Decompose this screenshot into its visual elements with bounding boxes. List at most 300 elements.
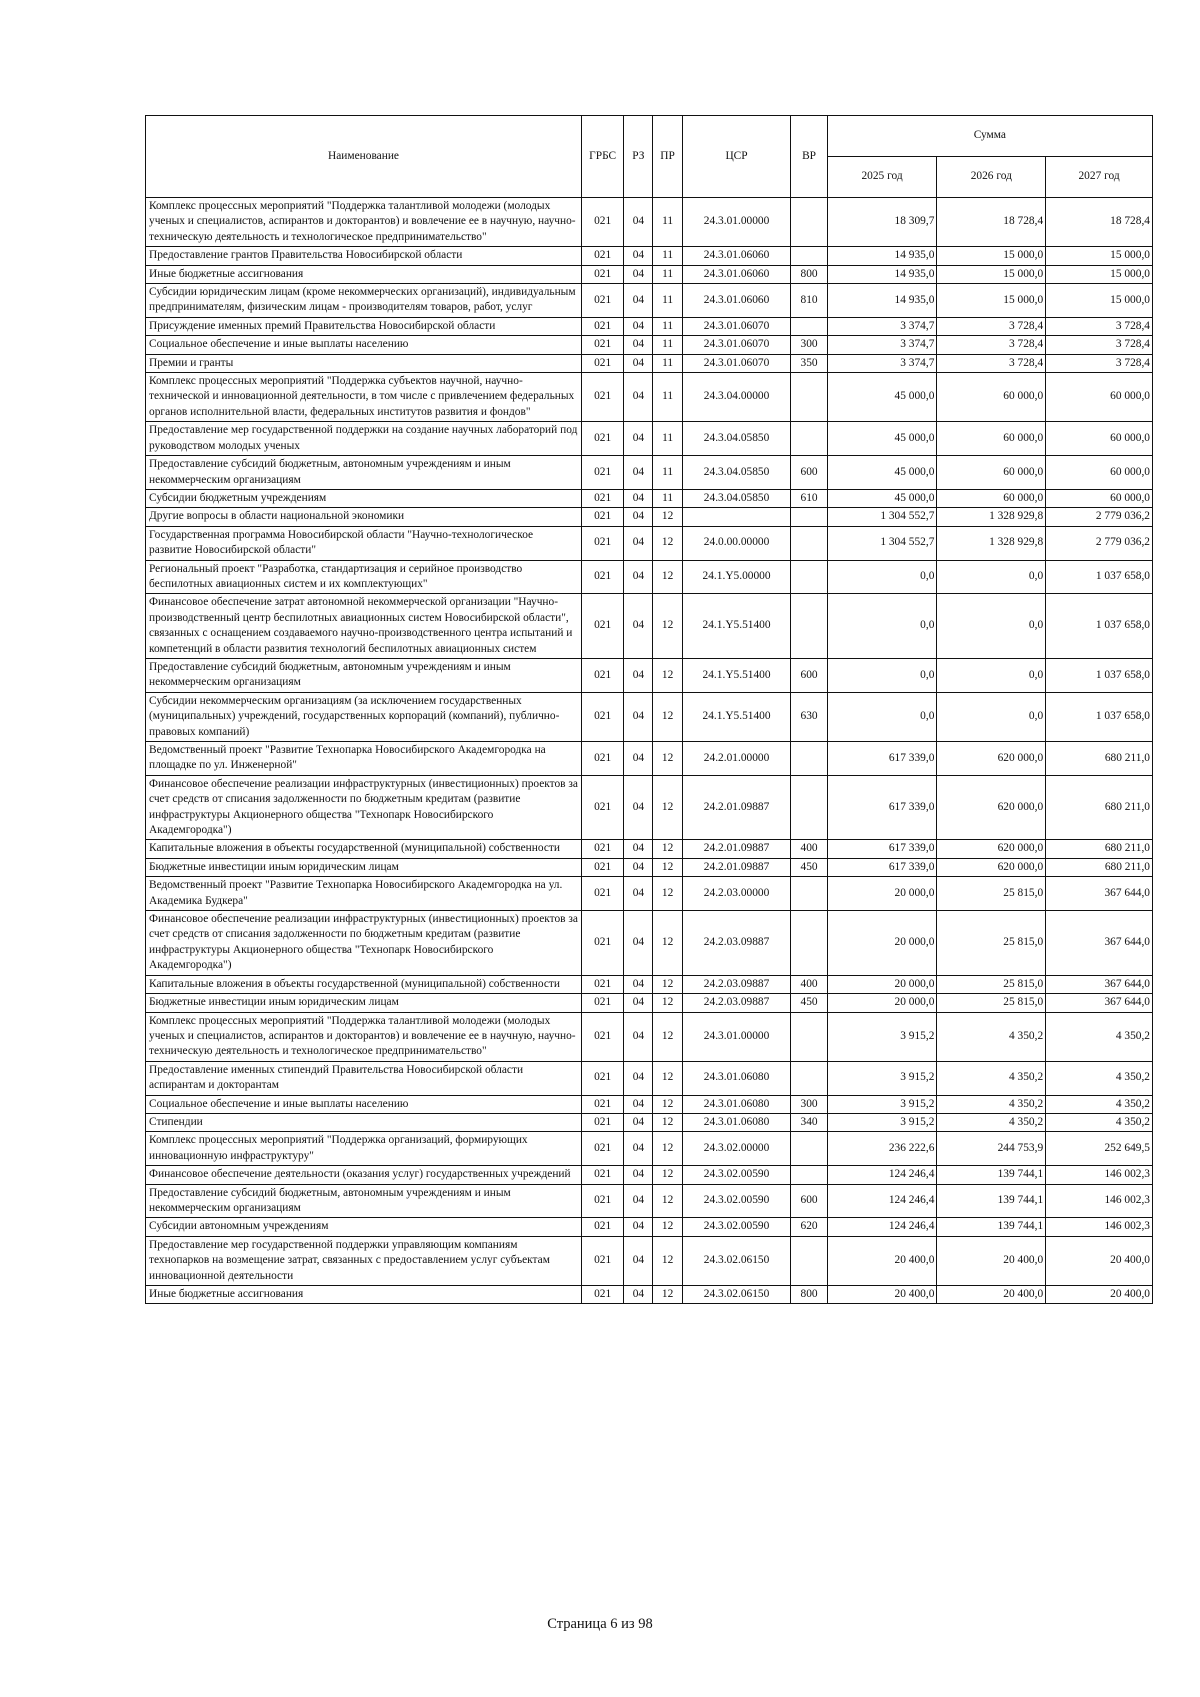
row-sum-2027: 252 649,5 xyxy=(1046,1132,1153,1166)
page-number: Страница 6 из 98 xyxy=(547,1616,653,1632)
row-sum-2025: 617 339,0 xyxy=(827,858,937,876)
row-pr: 12 xyxy=(653,692,682,741)
row-rz: 04 xyxy=(624,858,653,876)
row-pr: 11 xyxy=(653,456,682,490)
table-row xyxy=(146,373,1153,422)
row-name: Финансовое обеспечение реализации инфраструктурных (инвестиционных) проектов за счет средств от списания задолженности по бюджетным кредитам (развитие инфраструктуры Акционерного общества "Технопарк Новосибирского Академгородка") xyxy=(146,911,582,976)
row-pr: 12 xyxy=(653,560,682,594)
row-rz: 04 xyxy=(624,317,653,335)
row-grbs: 021 xyxy=(582,658,624,692)
row-grbs: 021 xyxy=(582,489,624,507)
row-vr xyxy=(791,594,827,659)
row-sum-2026: 60 000,0 xyxy=(937,422,1046,456)
row-sum-2027: 2 779 036,2 xyxy=(1046,508,1153,526)
row-sum-2026: 0,0 xyxy=(937,692,1046,741)
table-body xyxy=(146,198,1153,1304)
row-sum-2026: 0,0 xyxy=(937,658,1046,692)
row-name: Предоставление именных стипендий Правительства Новосибирской области аспирантам и докторантам xyxy=(146,1061,582,1095)
row-grbs: 021 xyxy=(582,1012,624,1061)
table-row xyxy=(146,858,1153,876)
row-grbs: 021 xyxy=(582,911,624,976)
table-row xyxy=(146,594,1153,659)
row-sum-2025: 3 915,2 xyxy=(827,1012,937,1061)
row-sum-2025: 0,0 xyxy=(827,692,937,741)
row-name: Социальное обеспечение и иные выплаты населению xyxy=(146,1095,582,1113)
row-sum-2025: 617 339,0 xyxy=(827,742,937,776)
row-sum-2025: 617 339,0 xyxy=(827,840,937,858)
row-csr: 24.3.01.06080 xyxy=(682,1095,791,1113)
row-sum-2026: 4 350,2 xyxy=(937,1113,1046,1131)
row-sum-2025: 124 246,4 xyxy=(827,1166,937,1184)
row-grbs: 021 xyxy=(582,742,624,776)
header-year-2027: 2027 год xyxy=(1046,157,1153,198)
row-grbs: 021 xyxy=(582,526,624,560)
row-rz: 04 xyxy=(624,975,653,993)
row-sum-2026: 4 350,2 xyxy=(937,1095,1046,1113)
row-grbs: 021 xyxy=(582,858,624,876)
row-sum-2027: 15 000,0 xyxy=(1046,247,1153,265)
row-rz: 04 xyxy=(624,1166,653,1184)
row-csr: 24.3.01.06070 xyxy=(682,317,791,335)
row-pr: 11 xyxy=(653,247,682,265)
row-sum-2025: 3 374,7 xyxy=(827,317,937,335)
row-pr: 11 xyxy=(653,198,682,247)
row-sum-2027: 1 037 658,0 xyxy=(1046,594,1153,659)
row-csr: 24.1.Y5.51400 xyxy=(682,594,791,659)
row-csr: 24.2.01.00000 xyxy=(682,742,791,776)
table-row xyxy=(146,840,1153,858)
row-grbs: 021 xyxy=(582,422,624,456)
row-rz: 04 xyxy=(624,373,653,422)
table-row xyxy=(146,775,1153,840)
table-row xyxy=(146,658,1153,692)
row-pr: 12 xyxy=(653,1132,682,1166)
row-rz: 04 xyxy=(624,658,653,692)
row-sum-2026: 60 000,0 xyxy=(937,489,1046,507)
table-header xyxy=(146,116,1153,198)
row-sum-2026: 3 728,4 xyxy=(937,336,1046,354)
row-csr: 24.3.01.06060 xyxy=(682,247,791,265)
row-pr: 12 xyxy=(653,877,682,911)
row-csr: 24.2.03.00000 xyxy=(682,877,791,911)
row-grbs: 021 xyxy=(582,692,624,741)
row-sum-2026: 244 753,9 xyxy=(937,1132,1046,1166)
table-row xyxy=(146,1184,1153,1218)
row-rz: 04 xyxy=(624,877,653,911)
row-sum-2025: 124 246,4 xyxy=(827,1218,937,1236)
row-rz: 04 xyxy=(624,1184,653,1218)
row-sum-2026: 60 000,0 xyxy=(937,456,1046,490)
row-sum-2027: 15 000,0 xyxy=(1046,284,1153,318)
row-csr: 24.1.Y5.51400 xyxy=(682,692,791,741)
row-name: Субсидии некоммерческим организациям (за исключением государственных (муниципальных) учреждений, государственных корпораций (компаний), публично-правовых компаний) xyxy=(146,692,582,741)
row-grbs: 021 xyxy=(582,1236,624,1285)
row-rz: 04 xyxy=(624,840,653,858)
table-row xyxy=(146,1236,1153,1285)
row-grbs: 021 xyxy=(582,975,624,993)
row-sum-2026: 620 000,0 xyxy=(937,858,1046,876)
row-csr: 24.2.01.09887 xyxy=(682,840,791,858)
row-csr: 24.3.01.06060 xyxy=(682,265,791,283)
row-sum-2026: 25 815,0 xyxy=(937,994,1046,1012)
row-name: Субсидии бюджетным учреждениям xyxy=(146,489,582,507)
row-name: Стипендии xyxy=(146,1113,582,1131)
row-pr: 12 xyxy=(653,508,682,526)
table-row xyxy=(146,1286,1153,1304)
row-grbs: 021 xyxy=(582,594,624,659)
row-vr xyxy=(791,911,827,976)
row-rz: 04 xyxy=(624,526,653,560)
row-sum-2026: 18 728,4 xyxy=(937,198,1046,247)
row-name: Комплекс процессных мероприятий "Поддержка талантливой молодежи (молодых ученых и специалистов, аспирантов и докторантов) и вовлечение ее в научную, научно-техническую деятельность и технологическое предпринимательство" xyxy=(146,1012,582,1061)
row-vr xyxy=(791,1132,827,1166)
header-sum: Сумма xyxy=(827,116,1152,157)
row-csr: 24.2.03.09887 xyxy=(682,975,791,993)
row-grbs: 021 xyxy=(582,994,624,1012)
row-sum-2025: 1 304 552,7 xyxy=(827,526,937,560)
row-name: Субсидии юридическим лицам (кроме некоммерческих организаций), индивидуальным предпринимателям, физическим лицам - производителям товаров, работ, услуг xyxy=(146,284,582,318)
row-vr xyxy=(791,373,827,422)
row-rz: 04 xyxy=(624,1113,653,1131)
row-name: Капитальные вложения в объекты государственной (муниципальной) собственности xyxy=(146,975,582,993)
row-grbs: 021 xyxy=(582,456,624,490)
row-rz: 04 xyxy=(624,456,653,490)
row-vr: 630 xyxy=(791,692,827,741)
row-rz: 04 xyxy=(624,1061,653,1095)
table-row xyxy=(146,1113,1153,1131)
row-sum-2026: 3 728,4 xyxy=(937,354,1046,372)
row-csr: 24.3.01.00000 xyxy=(682,198,791,247)
row-vr xyxy=(791,742,827,776)
row-sum-2025: 0,0 xyxy=(827,560,937,594)
row-csr: 24.3.04.00000 xyxy=(682,373,791,422)
row-vr: 600 xyxy=(791,658,827,692)
table-row xyxy=(146,1095,1153,1113)
row-sum-2026: 0,0 xyxy=(937,560,1046,594)
row-sum-2027: 4 350,2 xyxy=(1046,1061,1153,1095)
row-vr: 620 xyxy=(791,1218,827,1236)
row-grbs: 021 xyxy=(582,1184,624,1218)
table-row xyxy=(146,975,1153,993)
row-name: Предоставление субсидий бюджетным, автономным учреждениям и иным некоммерческим организациям xyxy=(146,658,582,692)
row-rz: 04 xyxy=(624,247,653,265)
row-vr: 810 xyxy=(791,284,827,318)
row-name: Комплекс процессных мероприятий "Поддержка талантливой молодежи (молодых ученых и специалистов, аспирантов и докторантов) и вовлечение ее в научную, научно-техническую деятельность и технологическое предпринимательство" xyxy=(146,198,582,247)
row-pr: 11 xyxy=(653,354,682,372)
row-sum-2026: 15 000,0 xyxy=(937,247,1046,265)
row-pr: 11 xyxy=(653,373,682,422)
row-csr: 24.3.01.06070 xyxy=(682,336,791,354)
row-sum-2027: 60 000,0 xyxy=(1046,489,1153,507)
row-grbs: 021 xyxy=(582,284,624,318)
row-sum-2026: 139 744,1 xyxy=(937,1184,1046,1218)
row-sum-2025: 1 304 552,7 xyxy=(827,508,937,526)
row-sum-2026: 620 000,0 xyxy=(937,775,1046,840)
row-name: Бюджетные инвестиции иным юридическим лицам xyxy=(146,994,582,1012)
row-pr: 12 xyxy=(653,1113,682,1131)
row-sum-2027: 60 000,0 xyxy=(1046,422,1153,456)
row-pr: 12 xyxy=(653,775,682,840)
row-rz: 04 xyxy=(624,742,653,776)
row-vr xyxy=(791,560,827,594)
table-row xyxy=(146,284,1153,318)
row-name: Финансовое обеспечение реализации инфраструктурных (инвестиционных) проектов за счет средств от списания задолженности по бюджетным кредитам (развитие инфраструктуры Акционерного общества "Технопарк Новосибирского Академгородка") xyxy=(146,775,582,840)
row-sum-2027: 4 350,2 xyxy=(1046,1095,1153,1113)
row-grbs: 021 xyxy=(582,775,624,840)
row-name: Ведомственный проект "Развитие Технопарка Новосибирского Академгородка на площадке по ул. Инженерной" xyxy=(146,742,582,776)
row-name: Комплекс процессных мероприятий "Поддержка организаций, формирующих инновационную инфраструктуру" xyxy=(146,1132,582,1166)
row-csr: 24.3.02.00000 xyxy=(682,1132,791,1166)
row-pr: 12 xyxy=(653,911,682,976)
row-name: Социальное обеспечение и иные выплаты населению xyxy=(146,336,582,354)
row-sum-2027: 4 350,2 xyxy=(1046,1012,1153,1061)
row-sum-2025: 3 915,2 xyxy=(827,1113,937,1131)
header-year-2025: 2025 год xyxy=(827,157,937,198)
row-vr xyxy=(791,1166,827,1184)
row-sum-2026: 25 815,0 xyxy=(937,975,1046,993)
row-rz: 04 xyxy=(624,1286,653,1304)
row-pr: 12 xyxy=(653,1218,682,1236)
row-rz: 04 xyxy=(624,1095,653,1113)
header-grbs: ГРБС xyxy=(582,116,624,198)
table-row xyxy=(146,336,1153,354)
row-pr: 12 xyxy=(653,594,682,659)
row-rz: 04 xyxy=(624,1132,653,1166)
row-vr: 600 xyxy=(791,456,827,490)
row-grbs: 021 xyxy=(582,317,624,335)
row-sum-2027: 1 037 658,0 xyxy=(1046,658,1153,692)
row-pr: 11 xyxy=(653,317,682,335)
row-grbs: 021 xyxy=(582,877,624,911)
row-pr: 12 xyxy=(653,526,682,560)
row-csr: 24.1.Y5.51400 xyxy=(682,658,791,692)
row-name: Премии и гранты xyxy=(146,354,582,372)
row-sum-2027: 60 000,0 xyxy=(1046,456,1153,490)
row-vr xyxy=(791,247,827,265)
row-name: Государственная программа Новосибирской области "Научно-технологическое развитие Новосибирской области" xyxy=(146,526,582,560)
row-sum-2026: 25 815,0 xyxy=(937,877,1046,911)
row-sum-2027: 20 400,0 xyxy=(1046,1236,1153,1285)
row-pr: 12 xyxy=(653,1236,682,1285)
row-pr: 12 xyxy=(653,840,682,858)
row-name: Финансовое обеспечение затрат автономной некоммерческой организации "Научно-производственный центр беспилотных авиационных систем Новосибирской области", связанных с оснащением создаваемого научно-производственного центра испытаний и компетенций в области развития технологий беспилотных авиационных систем xyxy=(146,594,582,659)
row-sum-2026: 4 350,2 xyxy=(937,1012,1046,1061)
table-row xyxy=(146,354,1153,372)
row-csr: 24.3.02.00590 xyxy=(682,1184,791,1218)
row-vr: 350 xyxy=(791,354,827,372)
row-sum-2025: 14 935,0 xyxy=(827,247,937,265)
row-vr xyxy=(791,422,827,456)
row-name: Другие вопросы в области национальной экономики xyxy=(146,508,582,526)
row-sum-2027: 15 000,0 xyxy=(1046,265,1153,283)
header-year-2026: 2026 год xyxy=(937,157,1046,198)
table-row xyxy=(146,508,1153,526)
row-rz: 04 xyxy=(624,489,653,507)
row-grbs: 021 xyxy=(582,1113,624,1131)
row-grbs: 021 xyxy=(582,247,624,265)
row-sum-2025: 3 915,2 xyxy=(827,1095,937,1113)
row-vr xyxy=(791,775,827,840)
row-sum-2025: 0,0 xyxy=(827,594,937,659)
row-vr: 400 xyxy=(791,975,827,993)
row-grbs: 021 xyxy=(582,1218,624,1236)
row-sum-2027: 680 211,0 xyxy=(1046,742,1153,776)
table-row xyxy=(146,560,1153,594)
table-row xyxy=(146,198,1153,247)
row-csr: 24.2.03.09887 xyxy=(682,994,791,1012)
row-sum-2027: 4 350,2 xyxy=(1046,1113,1153,1131)
table-row xyxy=(146,456,1153,490)
row-rz: 04 xyxy=(624,265,653,283)
row-rz: 04 xyxy=(624,284,653,318)
table-row xyxy=(146,247,1153,265)
row-sum-2027: 60 000,0 xyxy=(1046,373,1153,422)
row-pr: 12 xyxy=(653,1095,682,1113)
row-rz: 04 xyxy=(624,594,653,659)
table-row xyxy=(146,422,1153,456)
row-sum-2027: 680 211,0 xyxy=(1046,840,1153,858)
row-sum-2027: 3 728,4 xyxy=(1046,336,1153,354)
row-name: Предоставление мер государственной поддержки управляющим компаниям технопарков на возмещение затрат, связанных с предоставлением услуг субъектам инновационной деятельности xyxy=(146,1236,582,1285)
row-csr xyxy=(682,508,791,526)
row-grbs: 021 xyxy=(582,354,624,372)
row-sum-2027: 146 002,3 xyxy=(1046,1184,1153,1218)
row-vr xyxy=(791,508,827,526)
row-sum-2027: 18 728,4 xyxy=(1046,198,1153,247)
row-vr: 600 xyxy=(791,1184,827,1218)
row-vr: 450 xyxy=(791,994,827,1012)
row-pr: 11 xyxy=(653,284,682,318)
table-row xyxy=(146,489,1153,507)
row-sum-2025: 14 935,0 xyxy=(827,284,937,318)
row-sum-2025: 45 000,0 xyxy=(827,422,937,456)
row-csr: 24.3.02.00590 xyxy=(682,1166,791,1184)
row-csr: 24.3.01.06080 xyxy=(682,1061,791,1095)
table-row xyxy=(146,317,1153,335)
row-name: Предоставление грантов Правительства Новосибирской области xyxy=(146,247,582,265)
row-pr: 12 xyxy=(653,742,682,776)
row-sum-2025: 3 374,7 xyxy=(827,336,937,354)
row-sum-2027: 367 644,0 xyxy=(1046,994,1153,1012)
row-vr: 400 xyxy=(791,840,827,858)
row-grbs: 021 xyxy=(582,1286,624,1304)
table-row xyxy=(146,1132,1153,1166)
row-pr: 12 xyxy=(653,858,682,876)
row-grbs: 021 xyxy=(582,336,624,354)
table-row xyxy=(146,1012,1153,1061)
row-sum-2027: 146 002,3 xyxy=(1046,1218,1153,1236)
table-row xyxy=(146,742,1153,776)
row-sum-2025: 0,0 xyxy=(827,658,937,692)
row-rz: 04 xyxy=(624,775,653,840)
row-vr: 610 xyxy=(791,489,827,507)
row-sum-2026: 139 744,1 xyxy=(937,1166,1046,1184)
table-row xyxy=(146,265,1153,283)
row-pr: 12 xyxy=(653,1184,682,1218)
table-row xyxy=(146,911,1153,976)
row-pr: 11 xyxy=(653,489,682,507)
row-name: Субсидии автономным учреждениям xyxy=(146,1218,582,1236)
row-csr: 24.2.01.09887 xyxy=(682,775,791,840)
row-rz: 04 xyxy=(624,508,653,526)
header-name: Наименование xyxy=(146,116,582,198)
row-pr: 11 xyxy=(653,265,682,283)
row-csr: 24.3.02.06150 xyxy=(682,1236,791,1285)
table-row xyxy=(146,526,1153,560)
row-rz: 04 xyxy=(624,911,653,976)
row-sum-2025: 20 000,0 xyxy=(827,975,937,993)
row-grbs: 021 xyxy=(582,1132,624,1166)
row-pr: 12 xyxy=(653,994,682,1012)
budget-table xyxy=(145,115,1153,1304)
row-vr: 340 xyxy=(791,1113,827,1131)
row-vr xyxy=(791,198,827,247)
row-sum-2026: 0,0 xyxy=(937,594,1046,659)
row-csr: 24.3.04.05850 xyxy=(682,456,791,490)
row-csr: 24.3.01.06070 xyxy=(682,354,791,372)
table-row xyxy=(146,692,1153,741)
row-sum-2026: 4 350,2 xyxy=(937,1061,1046,1095)
row-rz: 04 xyxy=(624,1218,653,1236)
row-sum-2027: 1 037 658,0 xyxy=(1046,560,1153,594)
row-sum-2025: 14 935,0 xyxy=(827,265,937,283)
row-rz: 04 xyxy=(624,336,653,354)
row-sum-2025: 18 309,7 xyxy=(827,198,937,247)
row-sum-2026: 15 000,0 xyxy=(937,265,1046,283)
row-sum-2026: 139 744,1 xyxy=(937,1218,1046,1236)
row-vr xyxy=(791,526,827,560)
row-csr: 24.3.01.06080 xyxy=(682,1113,791,1131)
header-rz: РЗ xyxy=(624,116,653,198)
row-sum-2025: 45 000,0 xyxy=(827,373,937,422)
row-sum-2027: 367 644,0 xyxy=(1046,911,1153,976)
row-pr: 11 xyxy=(653,422,682,456)
row-vr xyxy=(791,1061,827,1095)
row-csr: 24.1.Y5.00000 xyxy=(682,560,791,594)
row-grbs: 021 xyxy=(582,265,624,283)
row-csr: 24.0.00.00000 xyxy=(682,526,791,560)
row-pr: 12 xyxy=(653,1012,682,1061)
row-grbs: 021 xyxy=(582,198,624,247)
row-sum-2026: 25 815,0 xyxy=(937,911,1046,976)
row-csr: 24.3.04.05850 xyxy=(682,422,791,456)
row-pr: 12 xyxy=(653,658,682,692)
row-name: Предоставление мер государственной поддержки на создание научных лабораторий под руководством молодых ученых xyxy=(146,422,582,456)
row-sum-2025: 20 400,0 xyxy=(827,1286,937,1304)
row-sum-2027: 1 037 658,0 xyxy=(1046,692,1153,741)
row-sum-2025: 3 374,7 xyxy=(827,354,937,372)
row-grbs: 021 xyxy=(582,1061,624,1095)
row-sum-2026: 3 728,4 xyxy=(937,317,1046,335)
row-grbs: 021 xyxy=(582,840,624,858)
row-vr: 800 xyxy=(791,1286,827,1304)
row-name: Иные бюджетные ассигнования xyxy=(146,1286,582,1304)
row-sum-2025: 45 000,0 xyxy=(827,489,937,507)
row-csr: 24.2.03.09887 xyxy=(682,911,791,976)
row-sum-2025: 20 000,0 xyxy=(827,911,937,976)
row-grbs: 021 xyxy=(582,1095,624,1113)
row-sum-2025: 617 339,0 xyxy=(827,775,937,840)
row-sum-2025: 20 000,0 xyxy=(827,877,937,911)
row-name: Комплекс процессных мероприятий "Поддержка субъектов научной, научно-технической и инновационной деятельности, в том числе с привлечением федеральных органов исполнительной власти, федеральных институтов развития и фондов" xyxy=(146,373,582,422)
row-sum-2026: 620 000,0 xyxy=(937,840,1046,858)
row-sum-2026: 1 328 929,8 xyxy=(937,526,1046,560)
row-name: Финансовое обеспечение деятельности (оказания услуг) государственных учреждений xyxy=(146,1166,582,1184)
header-pr: ПР xyxy=(653,116,682,198)
row-sum-2025: 20 400,0 xyxy=(827,1236,937,1285)
row-vr xyxy=(791,877,827,911)
row-vr xyxy=(791,1012,827,1061)
